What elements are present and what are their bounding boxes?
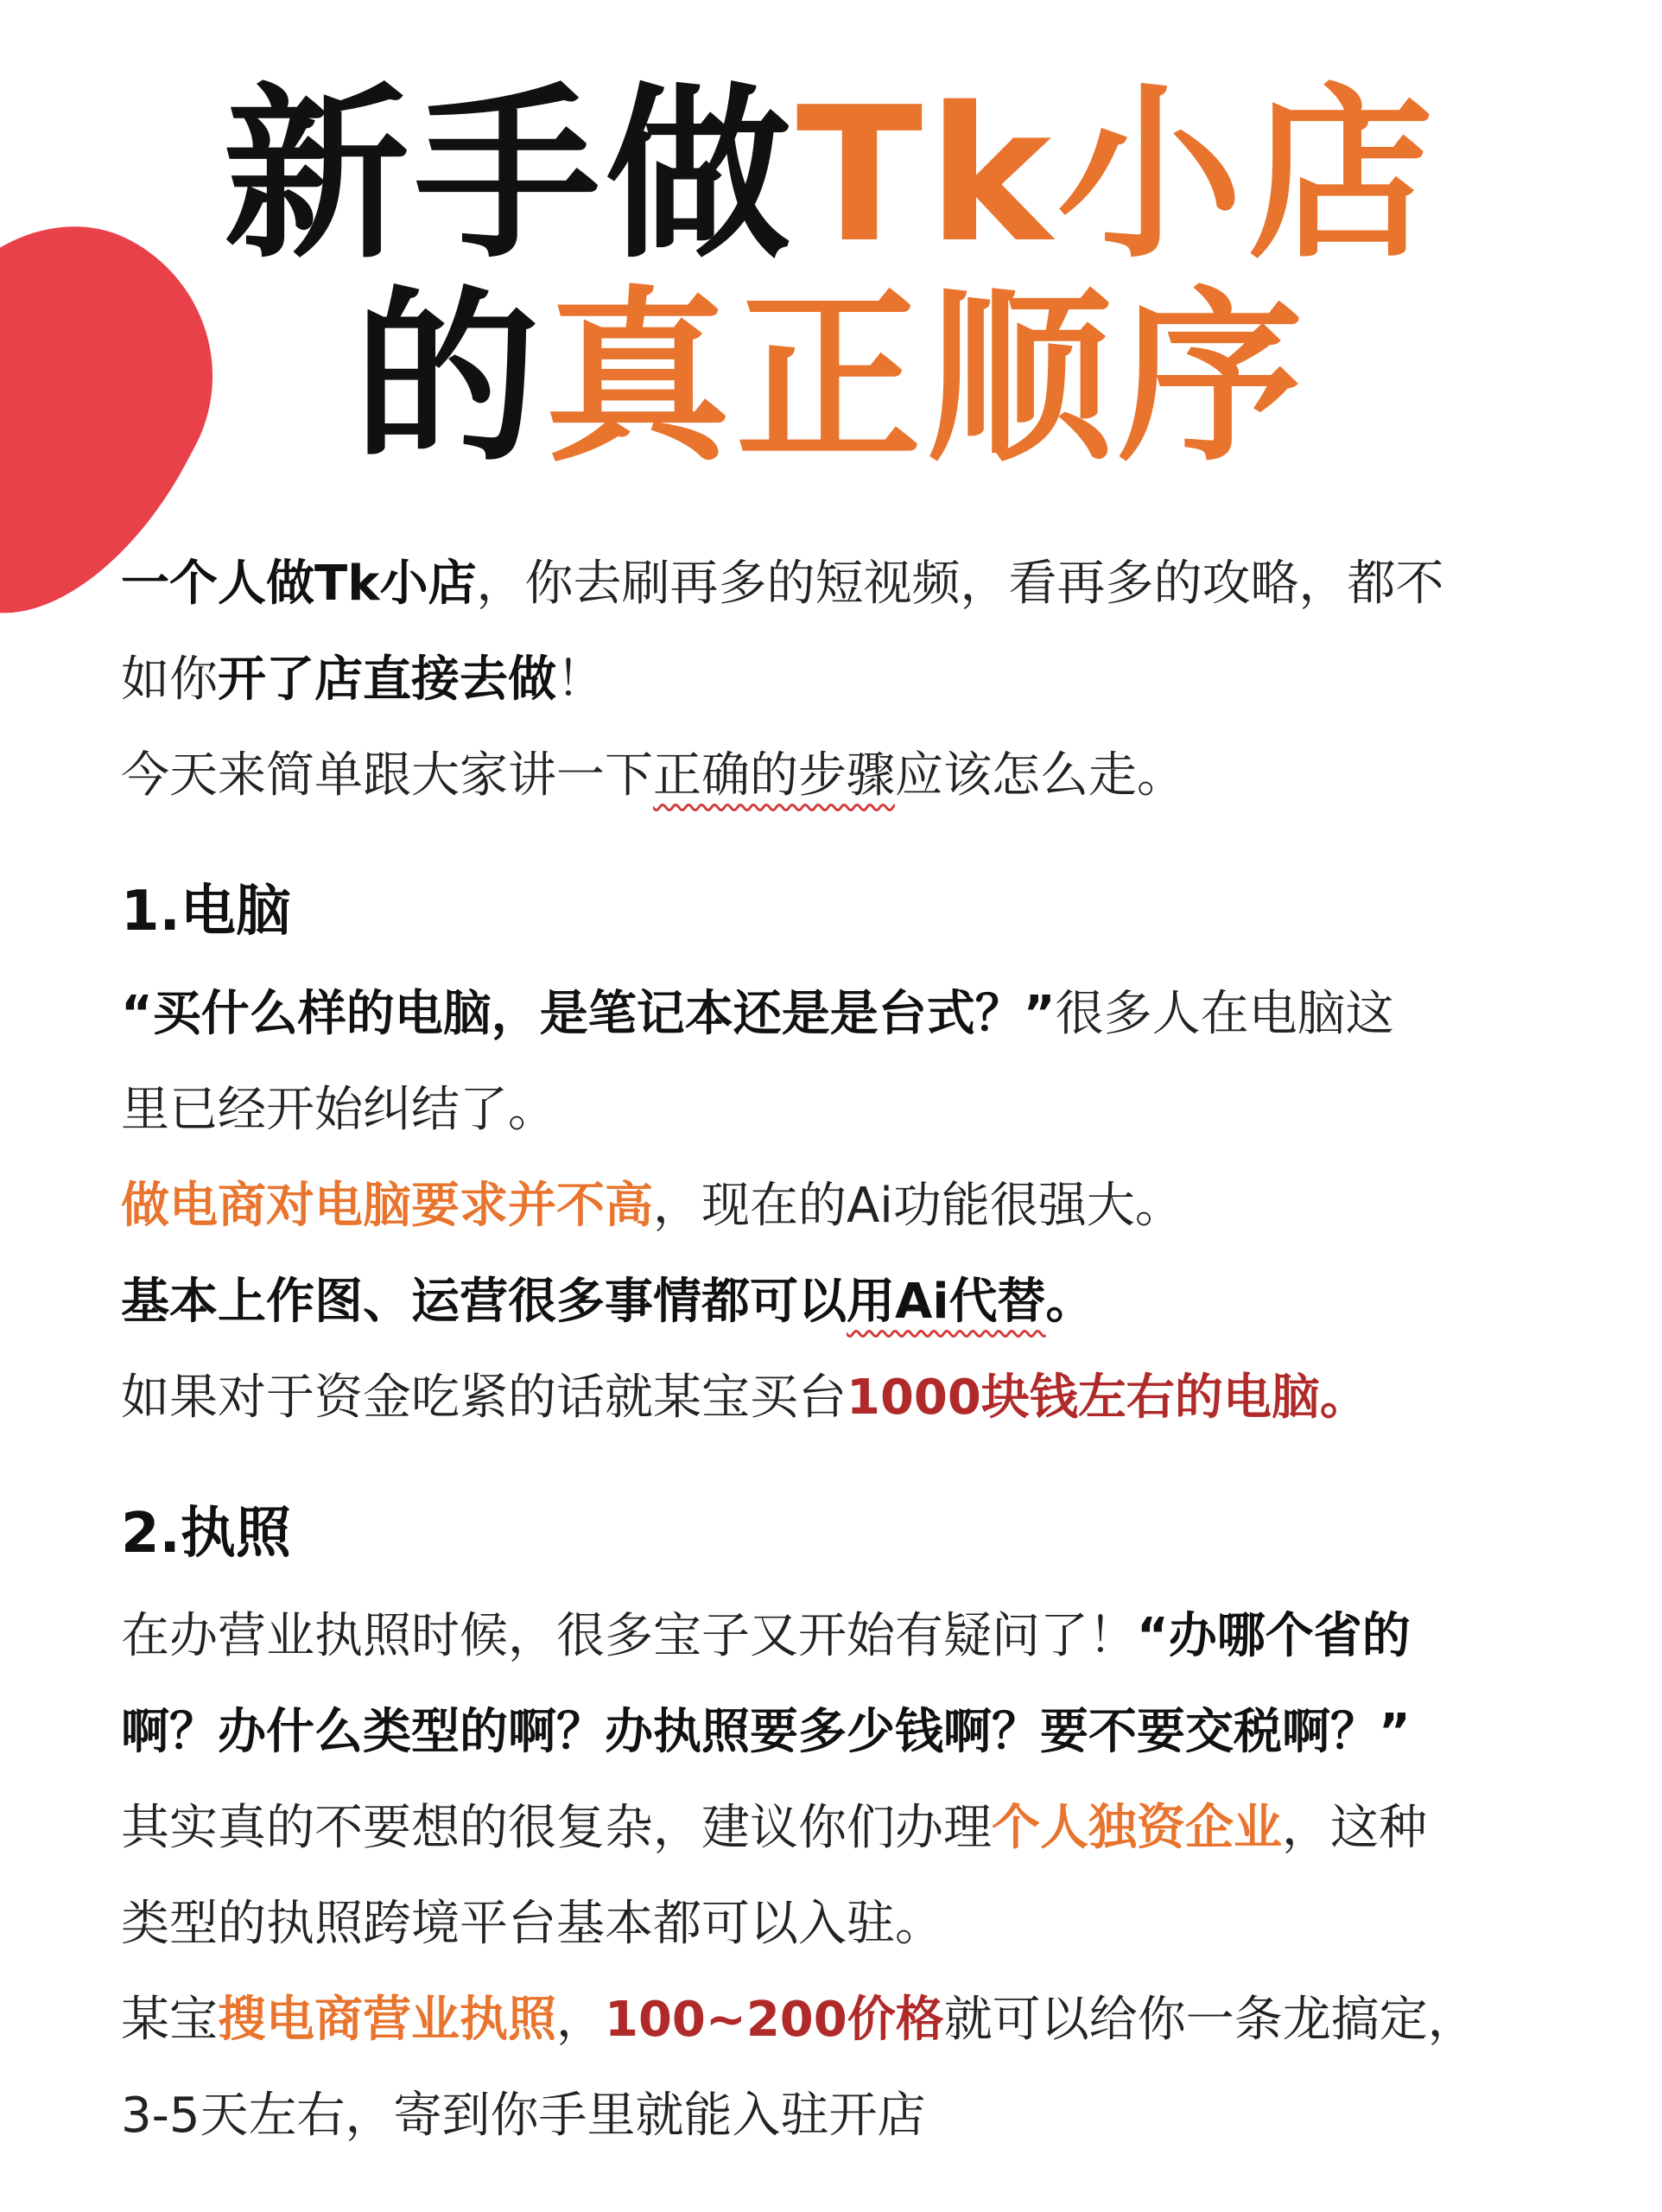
intro-text: 应该怎么走。 — [895, 747, 1185, 804]
section-line — [121, 1588, 1581, 1684]
intro-text: 今天来简单跟大家讲一下 — [121, 747, 653, 804]
quote-bold-text: “买什么样的电脑，是笔记本还是是台式？” — [121, 986, 1056, 1042]
article-body — [121, 536, 1581, 2164]
title-accent-text: 真正顺序 — [544, 270, 1309, 486]
section-text: 在办营业执照时候，很多宝子又开始有疑问了！ — [121, 1608, 1137, 1664]
section-heading-computer: 1.电脑 — [121, 880, 291, 944]
section-text: 就可以给你一条龙搞定， — [943, 1992, 1476, 2048]
wavy-underlined-text: 正确的步骤 — [653, 747, 895, 804]
section-line — [121, 1254, 1581, 1350]
title-dark-text: 新手做 — [223, 67, 796, 283]
wavy-underlined-text: 用Ai代替 — [847, 1274, 1046, 1330]
intro-text: 如你 — [121, 652, 218, 708]
section-line — [121, 1780, 1581, 1876]
section-line — [121, 1972, 1581, 2068]
section-text: ，现在的Ai功能很强大。 — [653, 1178, 1183, 1234]
section-line: 类型的执照跨境平台基本都可以入驻。 — [121, 1896, 943, 1952]
title-accent-text: Tk小店 — [796, 67, 1439, 283]
quote-bold-text: 啊？办什么类型的啊？办执照要多少钱啊？要不要交税啊？” — [121, 1704, 1411, 1760]
orange-highlight: 个人独资企业 — [992, 1800, 1282, 1856]
bold-text: 。 — [1045, 1274, 1094, 1330]
intro-text: ，你去刷再多的短视频，看再多的攻略，都不 — [476, 556, 1444, 612]
intro-bold-text: 一个人做Tk小店 — [121, 556, 477, 612]
section-text: ， — [556, 1992, 605, 2048]
section-heading-license: 2.执照 — [121, 1502, 291, 1566]
section-line: 3-5天左右，寄到你手里就能入驻开店 — [121, 2088, 926, 2144]
section-line: 里已经开始纠结了。 — [121, 1082, 556, 1138]
intro-bold-text: 开了店直接去做 — [218, 652, 556, 708]
quote-bold-text: “办哪个省的 — [1137, 1608, 1411, 1664]
section-text: 其实真的不要想的很复杂，建议你们办理 — [121, 1800, 992, 1856]
intro-paragraph — [121, 728, 1581, 823]
section-text: ，这种 — [1282, 1800, 1427, 1856]
page-title-line-2 — [0, 270, 1662, 486]
section-text: 很多人在电脑这 — [1055, 986, 1394, 1042]
section-line — [121, 966, 1581, 1062]
section-text: 如果对于资金吃紧的话就某宝买台 — [121, 1370, 847, 1426]
section-line — [121, 1158, 1581, 1254]
intro-paragraph — [121, 632, 1581, 728]
intro-text: ！ — [556, 652, 605, 708]
section-line — [121, 1350, 1581, 1446]
red-highlight: 1000块钱左右的电脑。 — [847, 1370, 1368, 1426]
intro-paragraph — [121, 536, 1581, 632]
orange-highlight: 搜电商营业执照 — [218, 1992, 556, 2048]
title-dark-text: 的 — [353, 270, 545, 486]
orange-highlight: 做电商对电脑要求并不高 — [121, 1178, 653, 1234]
section-text: 某宝 — [121, 1992, 218, 2048]
red-highlight: 100~200价格 — [605, 1992, 944, 2048]
page-title-line-1 — [0, 67, 1662, 283]
bold-text: 基本上作图、运营很多事情都可以 — [121, 1274, 847, 1330]
section-line — [121, 1684, 1581, 1780]
